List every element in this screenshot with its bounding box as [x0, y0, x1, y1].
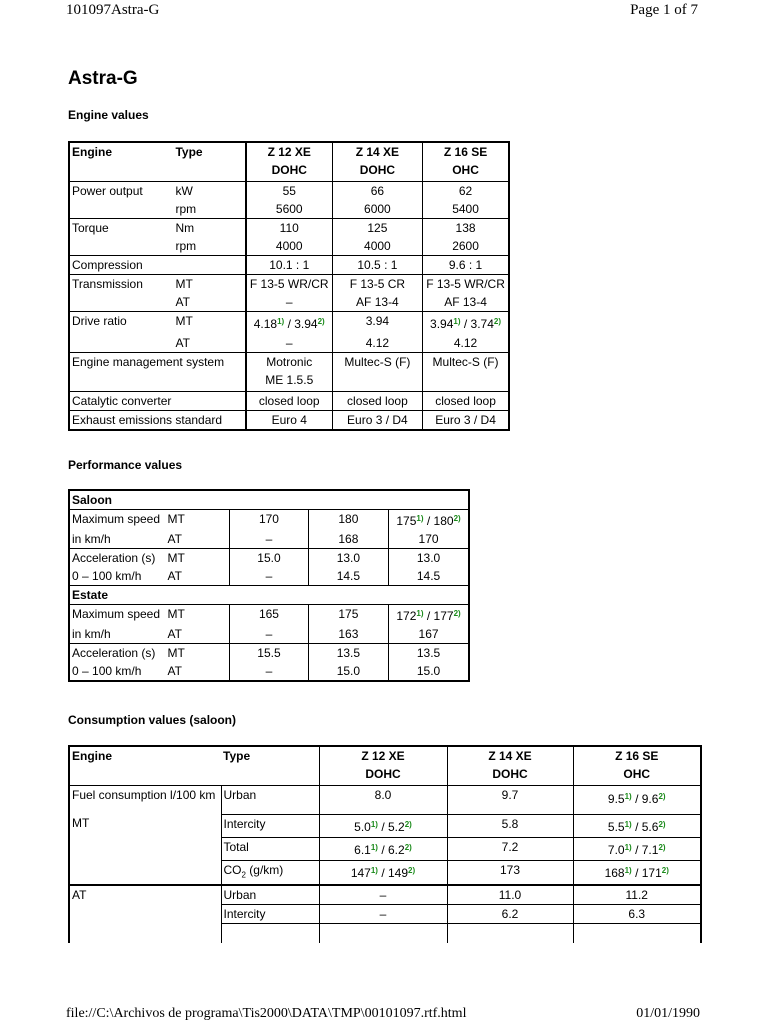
col-header-type: Type [175, 145, 203, 159]
performance-values-heading: Performance values [68, 458, 183, 472]
table-row: rpm 4000 4000 2600 [69, 237, 509, 256]
consumption-values-heading: Consumption values (saloon) [68, 713, 237, 727]
table-row: AT – AF 13-4 AF 13-4 [69, 293, 509, 312]
table-row: rpm 5600 6000 5400 [69, 200, 509, 219]
col-header-z14: Z 14 XE DOHC [332, 142, 422, 182]
table-row: Exhaust emissions standard Euro 4 Euro 3 / D4 Euro 3 / D4 [69, 411, 509, 431]
performance-values-table [68, 489, 470, 682]
table-row: Acceleration (s) MT 15.5 13.5 13.5 [69, 644, 469, 663]
table-row: Torque Nm 110 125 138 [69, 219, 509, 238]
table-row: Engine management system Motronic ME 1.5.5 Multec-S (F) Multec-S (F) [69, 353, 509, 392]
table-row: Drive ratio MT 4.18$^{1)}$ / 3.94$^{2)}$ 3.94 3.94$^{1)}$ / 3.74$^{2)}$ [69, 312, 509, 335]
table-row: Catalytic converter closed loop closed loop closed loop [69, 392, 509, 411]
table-row: AT – 4.12 4.12 [69, 334, 509, 353]
engine-values-table [68, 141, 510, 431]
table-row: Total 6.1$^{1)}$ / 6.2$^{2)}$ 7.2 7.0$^{1)}$ / 7.1$^{2)}$ [69, 837, 701, 860]
table-row: AT Urban – 11.0 11.2 [69, 885, 701, 905]
col-header-engine: Engine [72, 145, 113, 159]
table-row: MT Intercity 5.0$^{1)}$ / 5.2$^{2)}$ 5.8 5.5$^{1)}$ / 5.6$^{2)}$ [69, 814, 701, 837]
table-row: 0 – 100 km/h AT – 14.5 14.5 [69, 567, 469, 586]
table-row: Fuel consumption l/100 km Urban 8.0 9.7 9.5$^{1)}$ / 9.6$^{2)}$ [69, 786, 701, 815]
table-row: Maximum speed MT 165 175 172$^{1)}$ / 177$^{2)}$ [69, 605, 469, 626]
header-page-number: Page 1 of 7 [630, 2, 698, 18]
table-row: Compression 10.1 : 1 10.5 : 1 9.6 : 1 [69, 256, 509, 275]
engine-values-heading: Engine values [68, 108, 149, 122]
footer-file-path: file://C:\Archivos de programa\Tis2000\DATA\TMP\00101097.rtf.html [66, 1006, 467, 1021]
table-row [69, 586, 469, 605]
table-row: in km/h AT – 163 167 [69, 625, 469, 644]
saloon-label: Saloon [72, 493, 113, 507]
table-row: Maximum speed MT 170 180 175$^{1)}$ / 180$^{2)}$ [69, 510, 469, 531]
table-row [69, 490, 469, 510]
table-row [69, 923, 701, 943]
table-row [69, 142, 509, 182]
table-row: Acceleration (s) MT 15.0 13.0 13.0 [69, 549, 469, 568]
table-row: in km/h AT – 168 170 [69, 530, 469, 549]
consumption-values-table [68, 745, 702, 943]
page-title: Astra-G [68, 68, 138, 89]
table-row: Intercity – 6.2 6.3 [69, 904, 701, 923]
table-row: Transmission MT F 13-5 WR/CR F 13-5 CR F 13-5 WR/CR [69, 275, 509, 294]
footer-date: 01/01/1990 [636, 1006, 700, 1021]
estate-label: Estate [69, 586, 469, 605]
table-row: Engine Type Z 12 XE DOHC Z 14 XE DOHC Z 16 SE OHC [69, 746, 701, 786]
header-doc-id: 101097Astra-G [66, 2, 160, 18]
col-header-z12: Z 12 XE DOHC [246, 142, 332, 182]
table-row: 0 – 100 km/h AT – 15.0 15.0 [69, 662, 469, 681]
table-row: Power output kW 55 66 62 [69, 182, 509, 201]
col-header-z16: Z 16 SE OHC [443, 145, 488, 177]
table-row: $CO_2$ (g/km) 147$^{1)}$ / 149$^{2)}$ 173 168$^{1)}$ / 171$^{2)}$ [69, 860, 701, 885]
